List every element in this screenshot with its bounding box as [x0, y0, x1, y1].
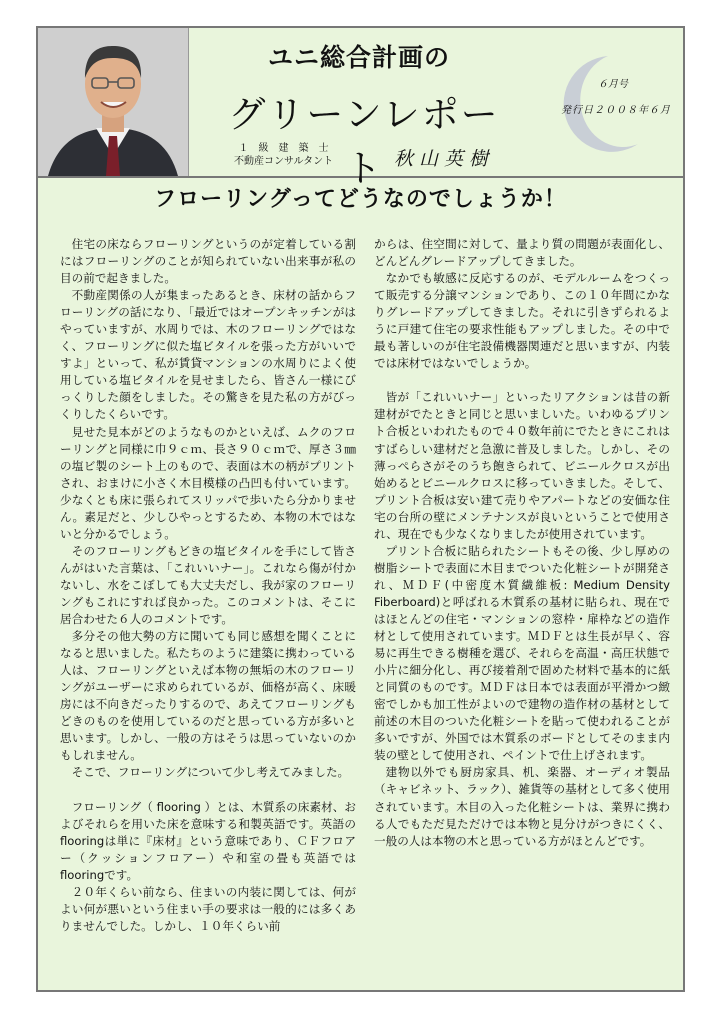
issue-date: 発行日２００８年６月 — [561, 105, 671, 116]
article-left-column — [60, 236, 356, 935]
paragraph: そのフローリングもどきの塩ビタイルを手にして皆さんがはいた言葉は、「これいいナー」。これなら傷が付かないし、水をこぼしても大丈夫だし、我が家のフローリングもこれにすれば良かった。このコメントは、そこに居合わせた６人のコメントです。 — [60, 543, 356, 627]
newsletter-publisher: ユニ総合計画の — [267, 43, 450, 72]
paragraph: 建物以外でも厨房家具、机、楽器、オーディオ製品（キャビネット、ラック）、雑貨等の基材として多く使用されています。木目の入った化粧シートは、業界に携わる人でもただ見ただけでは本物と見分けがつきにくく、一般の人は本物の木と思っている方がほとんどです。 — [374, 765, 670, 848]
header — [38, 28, 683, 190]
paragraph: プリント合板に貼られたシートもその後、少し厚めの樹脂シートで表面に木目までついた化粧シートが開発され、ＭＤＦ(中密度木質繊維板: Medium Density Fiberboard)と呼ばれる木質系の基材に貼られ、現在ではほとんどの住宅・マンションの窓枠・扉枠などの造作材として使用されています。ＭＤＦとは生長が早く、容易に再生できる樹種を選び、それらを高温・高圧状態で小片に細分化し、再び接着剤で固めた材料で基本的に紙と同質のものです。ＭＤＦは日本では表面が平滑かつ緻密でしかも加工性がよいので建物の造作材の基材として前述の木目のついた化粧シートを貼って使われることが多いですが、外国では木質系のボードとしてそのまま内装の壁として使用され、ペイントで仕上げされます。 — [374, 543, 670, 763]
paragraph: ２０年くらい前なら、住まいの内装に関しては、何がよい何が悪いという住まい手の要求は一般的には多くありませんでした。しかし、１０年くらい前 — [60, 884, 356, 933]
issue-label: ６月号 — [598, 79, 628, 90]
paragraph: なかでも敏感に反応するのが、モデルルームをつくって販売する分譲マンションであり、この１０年間にかなりグレードアップしてきました。それに引きずられるように戸建て住宅の要求性能もアップしました。その中で最も著しいのが住宅設備機器関連だと思いますが、内装では床材ではないでしょうか。 — [374, 271, 670, 371]
paragraph: 住宅の床ならフローリングというのが定着している割にはフローリングのことが知られていない出来事が私の目の前で起きました。 — [60, 237, 356, 286]
paragraph: 不動産関係の人が集まったあるとき、床材の話からフローリングの話になり、「最近ではオープンキッチンがはやっていますが、水周りでは、木のフローリングではなく、フローリングに似た塩ビタイルを張った方がいいですよ」といって、私が賃貸マンションの水周りによく使用している塩ビタイルを見せましたら、皆さん一様にびっくりした顔をしました。その驚きを見た私の方がびっくりしたくらいです。 — [60, 288, 356, 422]
author-credentials — [234, 142, 333, 168]
paragraph: フローリング（ flooring ）とは、木質系の床素材、およびそれらを用いた床を意味する和製英語です。英語のflooringは単に『床材』という意味であり、ＣＦフロアー（クッションフロアー）や和室の畳も英語ではflooringです。 — [60, 799, 356, 882]
paragraph: からは、住空間に対して、量より質の問題が表面化し、どんどんグレードアップしてきました。 — [374, 237, 670, 269]
paragraph: 見せた見本がどのようなものかといえば、ムクのフローリングと同様に巾９ｃｍ、長さ９０ｃｍで、厚さ３㎜の塩ビ製のシート上のもので、表面は木の柄がプリントされ、おまけに小さく木目模様の凸凹も付いています。少なくとも床に張られてスリッパで歩いたら分かりません。素足だと、少しひやっとするため、本物の木ではないと分かるでしょう。 — [60, 424, 356, 541]
author-name: 秋山英樹 — [394, 148, 495, 170]
article-right-column — [374, 236, 670, 850]
article-headline: フローリングってどうなのでしょうか！ — [154, 187, 567, 212]
newsletter-title: グリーンレポート — [228, 93, 500, 190]
paragraph: 皆が「これいいナー」といったリアクションは昔の新建材がでたときと同じと思いましいた。いわゆるプリント合板といわれたもので４０数年前にでたときにこれはすばらしい建材だと急激に普及しました。しかし、その薄っぺらさがそのうち飽きられて、ビニールクロスが出始めるとビニールクロスに移っていきました。そして、プリント合板は安い建て売りやアパートなどの安価な住宅の台所の壁にメンテナンスが良いということで使用され、現在でも少なくなりましたが使用されています。 — [374, 390, 670, 541]
paragraph-spacer — [60, 782, 356, 799]
credential-consultant: 不動産コンサルタント — [234, 156, 334, 167]
paragraph-spacer — [374, 372, 670, 389]
paragraph: そこで、フローリングについて少し考えてみました。 — [71, 765, 350, 780]
paragraph: 多分その他大勢の方に聞いても同じ感想を聞くことになると思いました。私たちのように建築に携わっている人は、フローリングといえば本物の無垢の木のフローリングがユーザーに求められているが、価格が高く、床暖房には不向きだったりするので、あえてフローリングもどきのものを使用しているのだと思っている方が多いと思います。しかし、一般の方はそうは思っていないのかもしれません。 — [60, 629, 356, 763]
credential-architect: １ 級 建 築 士 — [238, 143, 329, 154]
newsletter-frame — [36, 26, 685, 992]
author-portrait — [38, 28, 189, 176]
